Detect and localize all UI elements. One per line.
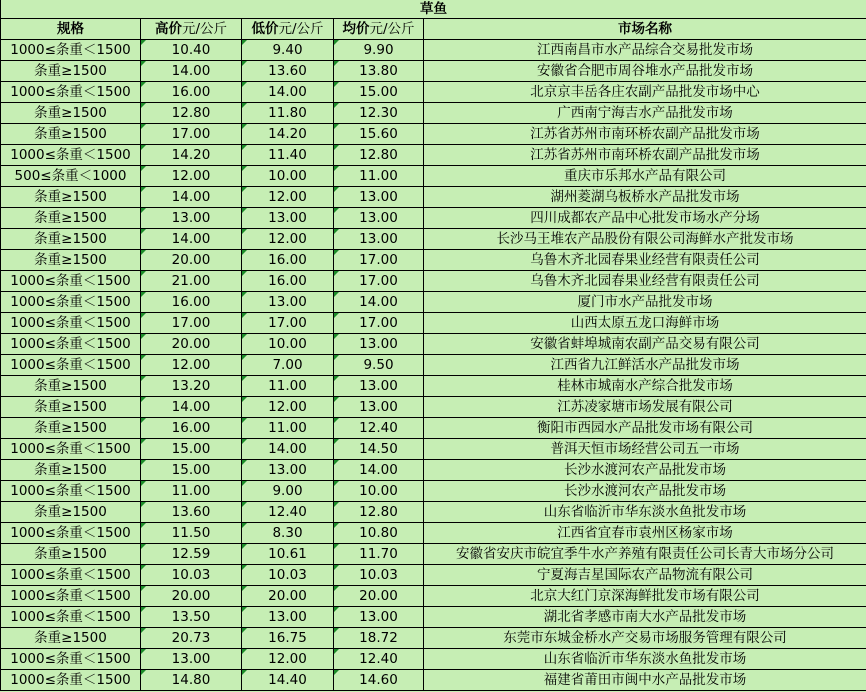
table-row (1, 40, 866, 61)
cell-market-name: 山东省临沂市华东淡水鱼批发市场 (424, 502, 866, 523)
header-high-label: 高价 (154, 21, 182, 37)
table-row (1, 208, 866, 229)
header-market: 市场名称 (424, 19, 866, 40)
cell-avg-price: 11.00 (334, 166, 424, 187)
cell-low-price: 12.00 (242, 187, 334, 208)
cell-market-name: 安徽省安庆市皖宜季牛水产养殖有限责任公司长青大市场分公司 (424, 544, 866, 565)
cell-high-price: 15.00 (141, 460, 242, 481)
cell-avg-price: 9.50 (334, 355, 424, 376)
cell-high-price: 14.00 (141, 187, 242, 208)
cell-low-price: 17.00 (242, 313, 334, 334)
cell-avg-price: 13.00 (334, 187, 424, 208)
table-row (1, 187, 866, 208)
cell-market-name: 安徽省合肥市周谷堆水产品批发市场 (424, 61, 866, 82)
cell-low-price: 16.75 (242, 628, 334, 649)
cell-high-price: 20.00 (141, 334, 242, 355)
cell-spec: 1000≤条重＜1500 (1, 313, 141, 334)
cell-spec: 1000≤条重＜1500 (1, 481, 141, 502)
header-avg-label: 均价 (342, 21, 370, 37)
table-row (1, 124, 866, 145)
cell-high-price: 10.40 (141, 40, 242, 61)
cell-low-price: 10.03 (242, 565, 334, 586)
cell-avg-price: 13.00 (334, 376, 424, 397)
cell-high-price: 16.00 (141, 292, 242, 313)
cell-spec: 1000≤条重＜1500 (1, 586, 141, 607)
cell-low-price: 12.00 (242, 229, 334, 250)
table-row (1, 586, 866, 607)
cell-low-price: 11.80 (242, 103, 334, 124)
table-row (1, 502, 866, 523)
cell-market-name: 山东省临沂市华东淡水鱼批发市场 (424, 649, 866, 670)
cell-spec: 条重≥1500 (1, 250, 141, 271)
cell-spec: 条重≥1500 (1, 544, 141, 565)
cell-spec: 条重≥1500 (1, 460, 141, 481)
cell-market-name: 北京京丰岳各庄农副产品批发市场中心 (424, 82, 866, 103)
cell-avg-price: 11.70 (334, 544, 424, 565)
table-row (1, 355, 866, 376)
cell-avg-price: 12.80 (334, 145, 424, 166)
cell-market-name: 山西太原五龙口海鲜市场 (424, 313, 866, 334)
cell-high-price: 10.03 (141, 565, 242, 586)
cell-spec: 条重≥1500 (1, 502, 141, 523)
header-low-label: 低价 (251, 21, 279, 37)
cell-high-price: 20.00 (141, 250, 242, 271)
cell-market-name: 江西省九江鲜活水产品批发市场 (424, 355, 866, 376)
table-row (1, 376, 866, 397)
cell-avg-price: 12.30 (334, 103, 424, 124)
cell-market-name: 宁夏海吉星国际农产品物流有限公司 (424, 565, 866, 586)
cell-low-price: 14.40 (242, 670, 334, 691)
cell-high-price: 12.80 (141, 103, 242, 124)
cell-high-price: 13.20 (141, 376, 242, 397)
cell-high-price: 14.00 (141, 397, 242, 418)
cell-market-name: 衡阳市西园水产品批发市场有限公司 (424, 418, 866, 439)
cell-high-price: 11.00 (141, 481, 242, 502)
cell-avg-price: 13.00 (334, 397, 424, 418)
cell-high-price: 14.80 (141, 670, 242, 691)
cell-market-name: 长沙水渡河农产品批发市场 (424, 460, 866, 481)
cell-market-name: 乌鲁木齐北园春果业经营有限责任公司 (424, 250, 866, 271)
cell-low-price: 13.00 (242, 607, 334, 628)
cell-market-name: 福建省莆田市闽中水产品批发市场 (424, 670, 866, 691)
cell-low-price: 13.00 (242, 460, 334, 481)
cell-avg-price: 9.90 (334, 40, 424, 61)
cell-low-price: 9.40 (242, 40, 334, 61)
table-row (1, 145, 866, 166)
cell-avg-price: 13.00 (334, 229, 424, 250)
cell-high-price: 13.00 (141, 649, 242, 670)
table-row (1, 565, 866, 586)
cell-low-price: 10.00 (242, 334, 334, 355)
header-avg-unit: 元/公斤 (369, 21, 415, 37)
header-high-unit: 元/公斤 (181, 21, 228, 37)
cell-low-price: 12.00 (242, 397, 334, 418)
cell-avg-price: 13.00 (334, 334, 424, 355)
cell-market-name: 长沙水渡河农产品批发市场 (424, 481, 866, 502)
cell-high-price: 16.00 (141, 82, 242, 103)
cell-high-price: 12.59 (141, 544, 242, 565)
table-row (1, 166, 866, 187)
table-row (1, 649, 866, 670)
title-row (1, 0, 866, 19)
cell-high-price: 15.00 (141, 439, 242, 460)
cell-market-name: 江西南昌市水产品综合交易批发市场 (424, 40, 866, 61)
cell-market-name: 江苏省苏州市南环桥农副产品批发市场 (424, 124, 866, 145)
cell-high-price: 13.00 (141, 208, 242, 229)
cell-low-price: 9.00 (242, 481, 334, 502)
cell-spec: 条重≥1500 (1, 628, 141, 649)
cell-spec: 1000≤条重＜1500 (1, 607, 141, 628)
cell-spec: 条重≥1500 (1, 397, 141, 418)
cell-spec: 1000≤条重＜1500 (1, 40, 141, 61)
cell-spec: 1000≤条重＜1500 (1, 355, 141, 376)
cell-low-price: 14.00 (242, 439, 334, 460)
cell-low-price: 11.00 (242, 418, 334, 439)
cell-spec: 1000≤条重＜1500 (1, 670, 141, 691)
cell-low-price: 16.00 (242, 250, 334, 271)
cell-high-price: 14.20 (141, 145, 242, 166)
header-row (1, 19, 866, 40)
cell-market-name: 重庆市乐邦水产品有限公司 (424, 166, 866, 187)
cell-low-price: 13.00 (242, 292, 334, 313)
cell-high-price: 12.00 (141, 166, 242, 187)
cell-spec: 条重≥1500 (1, 376, 141, 397)
cell-avg-price: 14.00 (334, 460, 424, 481)
cell-spec: 条重≥1500 (1, 61, 141, 82)
cell-spec: 1000≤条重＜1500 (1, 439, 141, 460)
table-row (1, 460, 866, 481)
cell-market-name: 江苏省苏州市南环桥农副产品批发市场 (424, 145, 866, 166)
cell-high-price: 17.00 (141, 124, 242, 145)
cell-spec: 条重≥1500 (1, 418, 141, 439)
cell-market-name: 安徽省蚌埠城南农副产品交易有限公司 (424, 334, 866, 355)
cell-avg-price: 18.72 (334, 628, 424, 649)
table-row (1, 334, 866, 355)
cell-spec: 1000≤条重＜1500 (1, 649, 141, 670)
table-row (1, 61, 866, 82)
table-row (1, 82, 866, 103)
cell-market-name: 桂林市城南水产综合批发市场 (424, 376, 866, 397)
cell-avg-price: 20.00 (334, 586, 424, 607)
cell-low-price: 12.00 (242, 649, 334, 670)
table-row (1, 439, 866, 460)
cell-high-price: 17.00 (141, 313, 242, 334)
table-row (1, 628, 866, 649)
table-row (1, 271, 866, 292)
cell-spec: 条重≥1500 (1, 103, 141, 124)
cell-spec: 条重≥1500 (1, 124, 141, 145)
cell-avg-price: 13.00 (334, 607, 424, 628)
header-low-price (242, 19, 334, 40)
cell-avg-price: 15.60 (334, 124, 424, 145)
cell-spec: 1000≤条重＜1500 (1, 334, 141, 355)
cell-spec: 1000≤条重＜1500 (1, 292, 141, 313)
cell-spec: 1000≤条重＜1500 (1, 82, 141, 103)
cell-high-price: 21.00 (141, 271, 242, 292)
cell-market-name: 厦门市水产品批发市场 (424, 292, 866, 313)
cell-high-price: 14.00 (141, 229, 242, 250)
cell-spec: 1000≤条重＜1500 (1, 271, 141, 292)
table-row (1, 670, 866, 691)
cell-market-name: 东莞市东城金桥水产交易市场服务管理有限公司 (424, 628, 866, 649)
table-row (1, 397, 866, 418)
cell-low-price: 13.60 (242, 61, 334, 82)
cell-low-price: 11.40 (242, 145, 334, 166)
table-title: 草鱼 (1, 0, 866, 19)
cell-low-price: 11.00 (242, 376, 334, 397)
cell-low-price: 8.30 (242, 523, 334, 544)
cell-market-name: 江西省宜春市袁州区杨家市场 (424, 523, 866, 544)
cell-low-price: 20.00 (242, 586, 334, 607)
cell-avg-price: 15.00 (334, 82, 424, 103)
table-row (1, 544, 866, 565)
cell-avg-price: 10.80 (334, 523, 424, 544)
cell-high-price: 12.00 (141, 355, 242, 376)
cell-avg-price: 12.40 (334, 649, 424, 670)
cell-spec: 条重≥1500 (1, 208, 141, 229)
header-avg-price (334, 19, 424, 40)
cell-low-price: 14.00 (242, 82, 334, 103)
cell-market-name: 北京大红门京深海鲜批发市场有限公司 (424, 586, 866, 607)
cell-avg-price: 10.03 (334, 565, 424, 586)
header-spec: 规格 (1, 19, 141, 40)
cell-market-name: 湖州菱湖乌板桥水产品批发市场 (424, 187, 866, 208)
table-row (1, 523, 866, 544)
cell-market-name: 普洱天恒市场经营公司五一市场 (424, 439, 866, 460)
header-low-unit: 元/公斤 (278, 21, 324, 37)
table-row (1, 103, 866, 124)
cell-avg-price: 12.80 (334, 502, 424, 523)
cell-high-price: 20.00 (141, 586, 242, 607)
table-row (1, 418, 866, 439)
table-row (1, 229, 866, 250)
table-row (1, 607, 866, 628)
cell-avg-price: 17.00 (334, 250, 424, 271)
cell-avg-price: 17.00 (334, 313, 424, 334)
cell-high-price: 16.00 (141, 418, 242, 439)
cell-market-name: 广西南宁海吉水产品批发市场 (424, 103, 866, 124)
cell-market-name: 江苏凌家塘市场发展有限公司 (424, 397, 866, 418)
table-row (1, 481, 866, 502)
cell-spec: 1000≤条重＜1500 (1, 565, 141, 586)
cell-high-price: 14.00 (141, 61, 242, 82)
cell-high-price: 20.73 (141, 628, 242, 649)
cell-low-price: 12.40 (242, 502, 334, 523)
cell-avg-price: 14.60 (334, 670, 424, 691)
cell-market-name: 乌鲁木齐北园春果业经营有限责任公司 (424, 271, 866, 292)
cell-low-price: 16.00 (242, 271, 334, 292)
cell-spec: 1000≤条重＜1500 (1, 145, 141, 166)
cell-high-price: 13.60 (141, 502, 242, 523)
cell-spec: 500≤条重＜1000 (1, 166, 141, 187)
cell-avg-price: 10.00 (334, 481, 424, 502)
table-body (1, 40, 866, 691)
cell-low-price: 10.61 (242, 544, 334, 565)
cell-low-price: 14.20 (242, 124, 334, 145)
cell-market-name: 四川成都农产品中心批发市场水产分场 (424, 208, 866, 229)
cell-spec: 1000≤条重＜1500 (1, 523, 141, 544)
table-row (1, 250, 866, 271)
cell-spec: 条重≥1500 (1, 229, 141, 250)
cell-high-price: 13.50 (141, 607, 242, 628)
cell-low-price: 7.00 (242, 355, 334, 376)
cell-avg-price: 14.00 (334, 292, 424, 313)
table-row (1, 313, 866, 334)
cell-low-price: 10.00 (242, 166, 334, 187)
cell-market-name: 长沙马王堆农产品股份有限公司海鲜水产批发市场 (424, 229, 866, 250)
cell-market-name: 湖北省孝感市南大水产品批发市场 (424, 607, 866, 628)
cell-spec: 条重≥1500 (1, 187, 141, 208)
cell-avg-price: 17.00 (334, 271, 424, 292)
cell-avg-price: 14.50 (334, 439, 424, 460)
cell-avg-price: 13.80 (334, 61, 424, 82)
cell-high-price: 11.50 (141, 523, 242, 544)
table-row (1, 292, 866, 313)
cell-avg-price: 12.40 (334, 418, 424, 439)
cell-avg-price: 13.00 (334, 208, 424, 229)
cell-low-price: 13.00 (242, 208, 334, 229)
header-high-price (141, 19, 242, 40)
